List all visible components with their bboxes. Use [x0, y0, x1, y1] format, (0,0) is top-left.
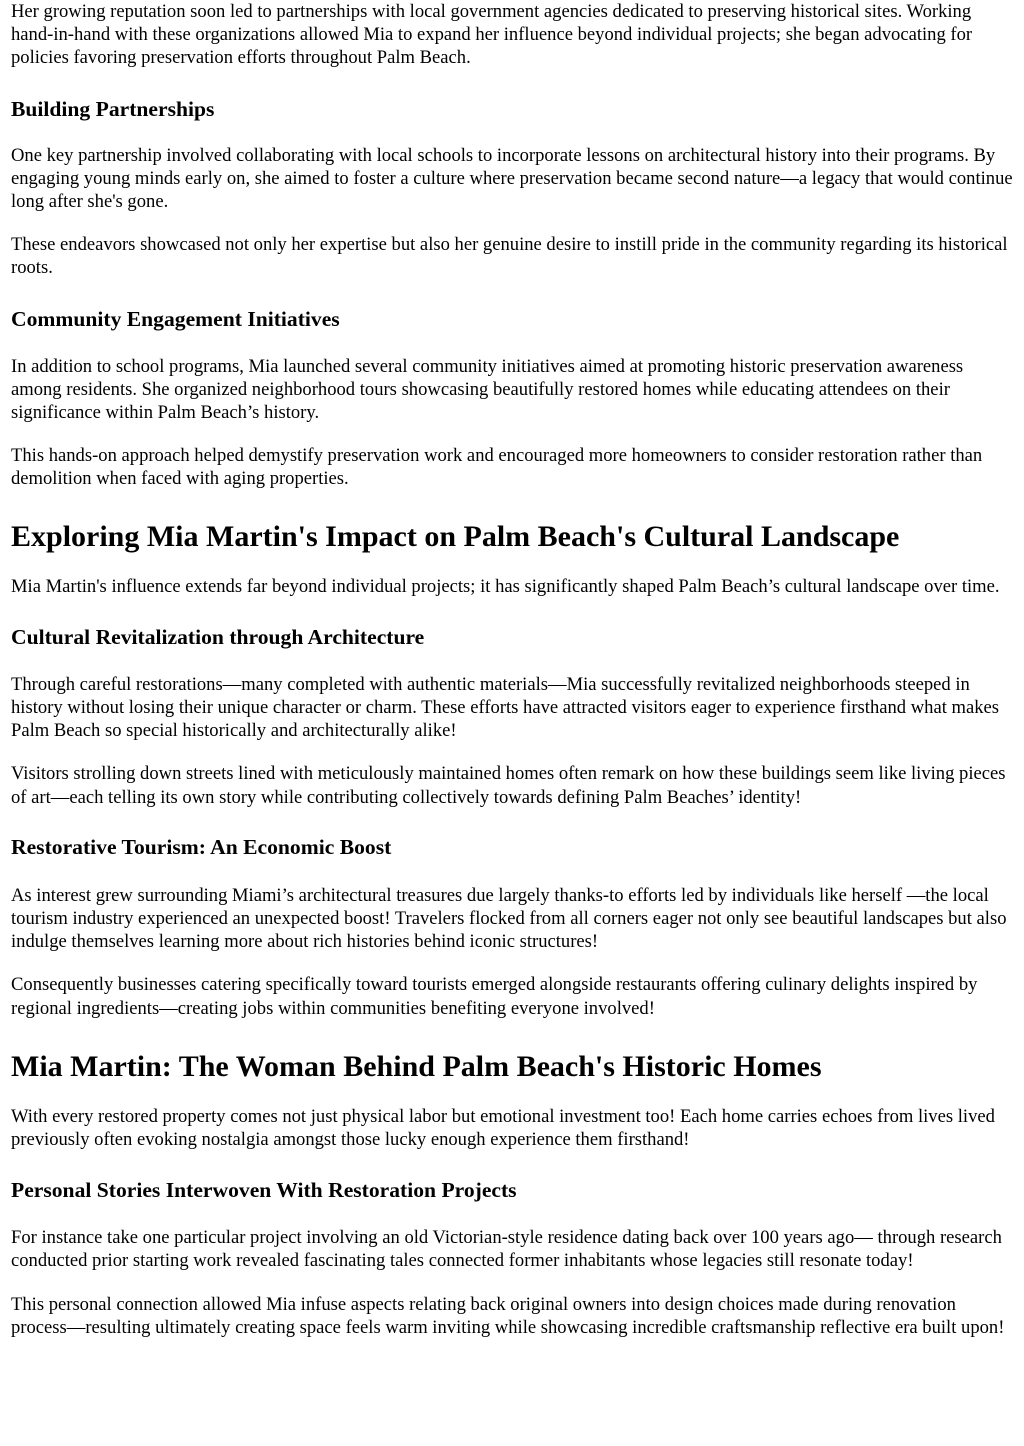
- section-heading-building-partnerships: Building Partnerships: [11, 96, 215, 121]
- paragraph: This hands-on approach helped demystify preservation work and encouraged more homeowners to consider restoration rather than demolition when faced with aging properties.: [11, 445, 983, 490]
- section-heading-restorative-tourism: Restorative Tourism: An Economic Boost: [11, 834, 392, 859]
- paragraph: As interest grew surrounding Miami’s architectural treasures due largely thanks-to efforts led by individuals like herself —the local tourism industry experienced an unexpected boost! Travelers flocked from all corners eager not only see beautiful landscapes but also indulge themselves learning more about rich histories behind iconic structures!: [11, 884, 1007, 953]
- paragraph: This personal connection allowed Mia infuse aspects relating back original owners into design choices made during renovation process—resulting ultimately creating space feels warm inviting while showcasing incredible craftsmanship reflective era built upon!: [11, 1293, 1005, 1338]
- section-heading-cultural-revitalization: Cultural Revitalization through Architecture: [11, 624, 425, 649]
- section-heading-personal-stories: Personal Stories Interwoven With Restoration Projects: [11, 1178, 517, 1203]
- page-heading-cultural-impact: Exploring Mia Martin's Impact on Palm Beach's Cultural Landscape: [11, 519, 900, 553]
- paragraph: These endeavors showcased not only her expertise but also her genuine desire to instill pride in the community regarding its historical roots.: [11, 234, 1008, 279]
- paragraph: Mia Martin's influence extends far beyond individual projects; it has significantly shaped Palm Beach’s cultural landscape over time.: [11, 575, 1000, 597]
- paragraph: One key partnership involved collaborating with local schools to incorporate lessons on architectural history into their programs. By engaging young minds early on, she aimed to foster a culture where preservation became second nature—a legacy that would continue long after she's gone.: [11, 144, 1013, 213]
- paragraph: Consequently businesses catering specifically toward tourists emerged alongside restaurants offering culinary delights inspired by regional ingredients—creating jobs within communities benefiting everyone involved!: [11, 974, 978, 1019]
- paragraph: With every restored property comes not just physical labor but emotional investment too! Each home carries echoes from lives lived previously often evoking nostalgia amongst those lucky enough experience them firsthand!: [11, 1105, 995, 1151]
- intro-paragraph: Her growing reputation soon led to partnerships with local government agencies dedicated to preserving historical sites. Working hand-in-hand with these organizations allowed Mia to expand her influence beyond individual projects; she began advocating for policies favoring preservation efforts throughout Palm Beach.: [11, 1, 973, 69]
- page-heading-woman-behind: Mia Martin: The Woman Behind Palm Beach's Historic Homes: [11, 1049, 822, 1083]
- paragraph: For instance take one particular project involving an old Victorian-style residence dating back over 100 years ago— through research conducted prior starting work revealed fascinating tales connected former inhabitants whose legacies still resonate today!: [11, 1227, 1002, 1272]
- paragraph: Through careful restorations—many completed with authentic materials—Mia successfully revitalized neighborhoods steeped in history without losing their unique character or charm. These efforts have attracted visitors eager to experience firsthand what makes Palm Beach so special historically and architecturally alike!: [11, 673, 1000, 742]
- paragraph: Visitors strolling down streets lined with meticulously maintained homes often remark on how these buildings seem like living pieces of art—each telling its own story while contributing collectively towards defining Palm Beaches’ identity!: [11, 763, 1006, 808]
- section-heading-community-engagement: Community Engagement Initiatives: [11, 306, 340, 331]
- paragraph: In addition to school programs, Mia launched several community initiatives aimed at promoting historic preservation awareness among residents. She organized neighborhood tours showcasing beautifully restored homes while educating attendees on their significance within Palm Beach’s history.: [11, 355, 964, 424]
